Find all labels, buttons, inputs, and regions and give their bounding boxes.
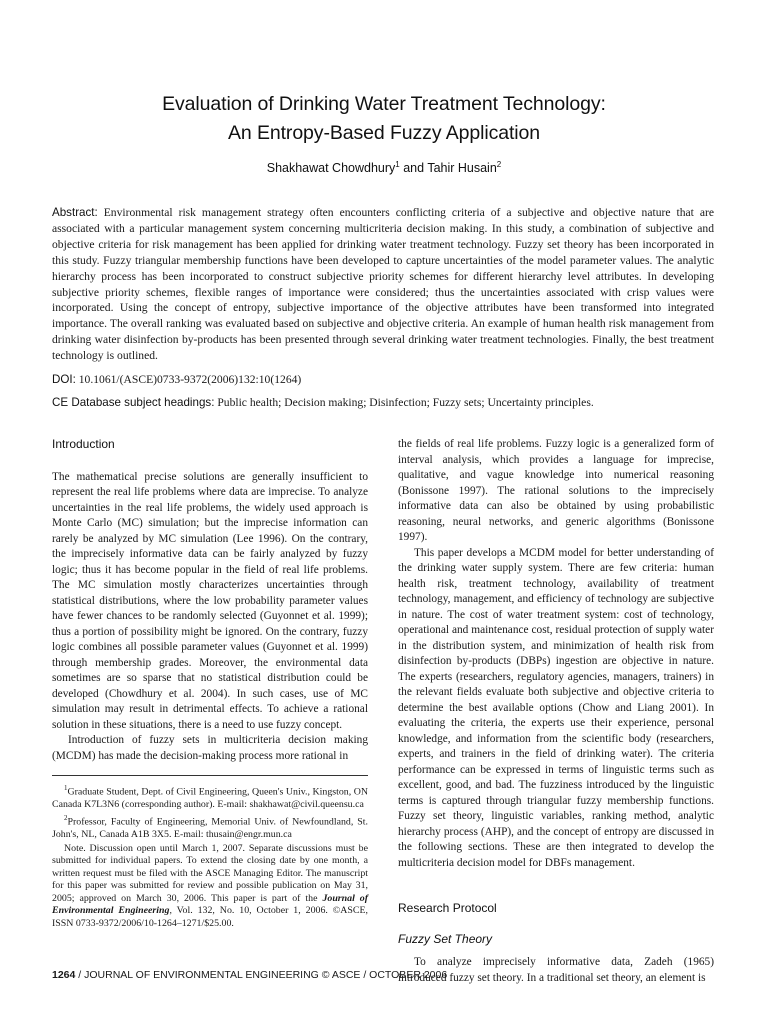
page-footer: [52, 969, 714, 981]
footnote-2-text: Professor, Faculty of Engineering, Memorial Univ. of Newfoundland, St. John's, NL, Canada A1B 3X5. E-mail: thusain@engr.mun.ca: [52, 816, 368, 841]
paper-title: [40, 90, 728, 148]
doi-line: [52, 372, 714, 387]
subject-headings-value: Public health; Decision making; Disinfection; Fuzzy sets; Uncertainty principles.: [217, 396, 594, 409]
footnote-2: [52, 812, 368, 841]
abstract: [52, 205, 714, 364]
footnote-1: [52, 782, 368, 811]
author-2-affiliation-mark: 2: [496, 160, 502, 169]
subject-headings-label: CE Database subject headings:: [52, 396, 215, 409]
author-1-name: Shakhawat Chowdhury: [266, 161, 396, 176]
left-paragraph-1: The mathematical precise solutions are generally insufficient to represent the real life problems where data are imprecise. To analyze uncertainties in the real life problems, the widely used approach is Monte Carlo (MC) simulation; but the imprecise information can rarely be analyzed by MC simulation (Lee 1996). On the contrary, the imprecisely informative data can be fairly analyzed by fuzzy logic; thus it has become popular in the field of real life problems. The MC simulation mostly characterizes uncertainties through statistical distributions, where the low probability parameter values have fewer chances to be randomly selected (Guyonnet et al. 1999); thus a portion of possibility might be ignored. On the contrary, fuzzy logic combines all possible parameter values (Guyonnet et al. 1999) through membership grades. Moreover, the environmental data sometimes are so sparse that no statistical distribution could be developed (Chowdhury et al. 2004). In such cases, use of MC simulation may result in detrimental effects. To achieve a rational solution in these situations, there is a need to use fuzzy concept.: [52, 470, 368, 731]
left-paragraph-2: Introduction of fuzzy sets in multicriteria decision making (MCDM) has made the decision-making process more rational in: [52, 734, 368, 762]
footnotes: [52, 782, 368, 931]
running-footer: / JOURNAL OF ENVIRONMENTAL ENGINEERING © ASCE / OCTOBER 2006: [75, 969, 448, 981]
footnote-1-mark: 1: [64, 784, 68, 792]
abstract-label: Abstract:: [52, 206, 98, 219]
author-1-affiliation-mark: 1: [395, 160, 400, 169]
title-line-2: An Entropy-Based Fuzzy Application: [227, 122, 541, 144]
footnote-2-mark: 2: [64, 814, 68, 823]
author-list: [40, 156, 728, 177]
author-connector: and: [399, 161, 428, 176]
subject-headings-line: [52, 395, 714, 410]
right-column: [398, 437, 714, 986]
footnote-journal-name: Journal of Environmental Engineering: [52, 892, 369, 917]
footnote-divider: [52, 775, 368, 776]
right-paragraph-1: the fields of real life problems. Fuzzy logic is a generalized form of interval analysis, which provides a language for imprecise, qualitative, and vague knowledge into numerical reasoning (Bonissone 1997). The rational solutions to the imprecisely informative data can also be obtained by using probabilistic reasoning, neural networks, and generic algorithms (Bonissone 1997).: [398, 438, 714, 543]
subsection-heading-fuzzy-set-theory: Fuzzy Set Theory: [398, 931, 493, 946]
author-2-name: Tahir Husain: [427, 161, 497, 176]
doi-value[interactable]: 10.1061/(ASCE)0733-9372(2006)132:10(1264): [78, 373, 302, 386]
right-paragraph-3: To analyze imprecisely informative data, Zadeh (1965) introduced fuzzy set theory. In a traditional set theory, an element is: [398, 956, 714, 984]
right-paragraph-2: This paper develops a MCDM model for better understanding of the drinking water supply system. There are few criteria: human health risk, treatment technology, availability of treatment technology, management, and efficiency of technology are subjective in nature. The cost of water treatment system: cost of technology, operational and maintenance cost, residual protection of supply water in the distribution system, and minimization of health risk from disinfection by-products (DBPs) ingestion are objective in nature. The experts (researchers, regulatory agencies, managers, trainers) in the relevant fields evaluate both subjective and objective criteria to determine the best available options (Chow and Liang 2001). In evaluating the criteria, the experts use their experience, personal knowledge, and information from the scientific body (researchers, experts, and trainers in the field of drinking water). The criteria performance can be expressed in terms of linguistic terms such as excellent, good, and bad. The fuzziness introduced by the linguistic terms is captured through triangular fuzzy membership functions. Fuzzy set theory, linguistic variables, ranking method, analytic hierarchy process (AHP), and the concept of entropy are discussed in the following sections. These are then integrated to develop the multicriteria decision model for DBFs management.: [398, 546, 714, 869]
doi-label: DOI:: [52, 373, 76, 386]
section-heading-introduction: Introduction: [52, 437, 115, 451]
footnote-1-text: Graduate Student, Dept. of Civil Engineering, Queen's Univ., Kingston, ON Canada K7L3N6 (corresponding author). E-mail: shakhawat@civil.queensu.ca: [52, 786, 368, 810]
left-column: [52, 437, 368, 764]
footnote-note-tail: , Vol. 132, No. 10, October 1, 2006. ©ASCE, ISSN 0733-9372/2006/10-1264–1271/$25.00.: [52, 905, 368, 929]
footnote-note: [52, 843, 368, 931]
page-number: 1264: [52, 969, 76, 981]
section-heading-research-protocol: Research Protocol: [398, 901, 497, 915]
footnote-note-text: Note. Discussion open until March 1, 2007. Separate discussions must be submitted for individual papers. To extend the closing date by one month, a written request must be filed with the ASCE Managing Editor. The manuscript for this paper was submitted for review and possible publication on May 31, 2005; approved on March 30, 2006. This paper is part of the: [52, 842, 368, 904]
title-line-1: Evaluation of Drinking Water Treatment Technology:: [162, 93, 606, 115]
abstract-text: Environmental risk management strategy often encounters conflicting criteria of a subjective and objective nature that are associated with a particular management system concerning multicriteria decision making. In this study, a combination of subjective and objective criteria for risk management has been applied for drinking water treatment technology. Fuzzy set theory has been incorporated in this study. Fuzzy triangular membership functions have been developed to capture uncertainties of the model parameter values. The analytic hierarchy process has been incorporated to construct subjective priority schemes for different hierarchy level attributes. In developing subjective priority schemes, flexible ranges of importance were considered; thus the uncertainties associated with crisp values were incorporated. Using the concept of entropy, subjective importance of the objective attributes have been transformed into integrated importance. The overall ranking was evaluated based on subjective and objective criteria. An example of human health risk management from drinking water disinfection by-products has been presented through several drinking water treatment technologies. Finally, the best treatment technology is outlined.: [52, 206, 714, 363]
